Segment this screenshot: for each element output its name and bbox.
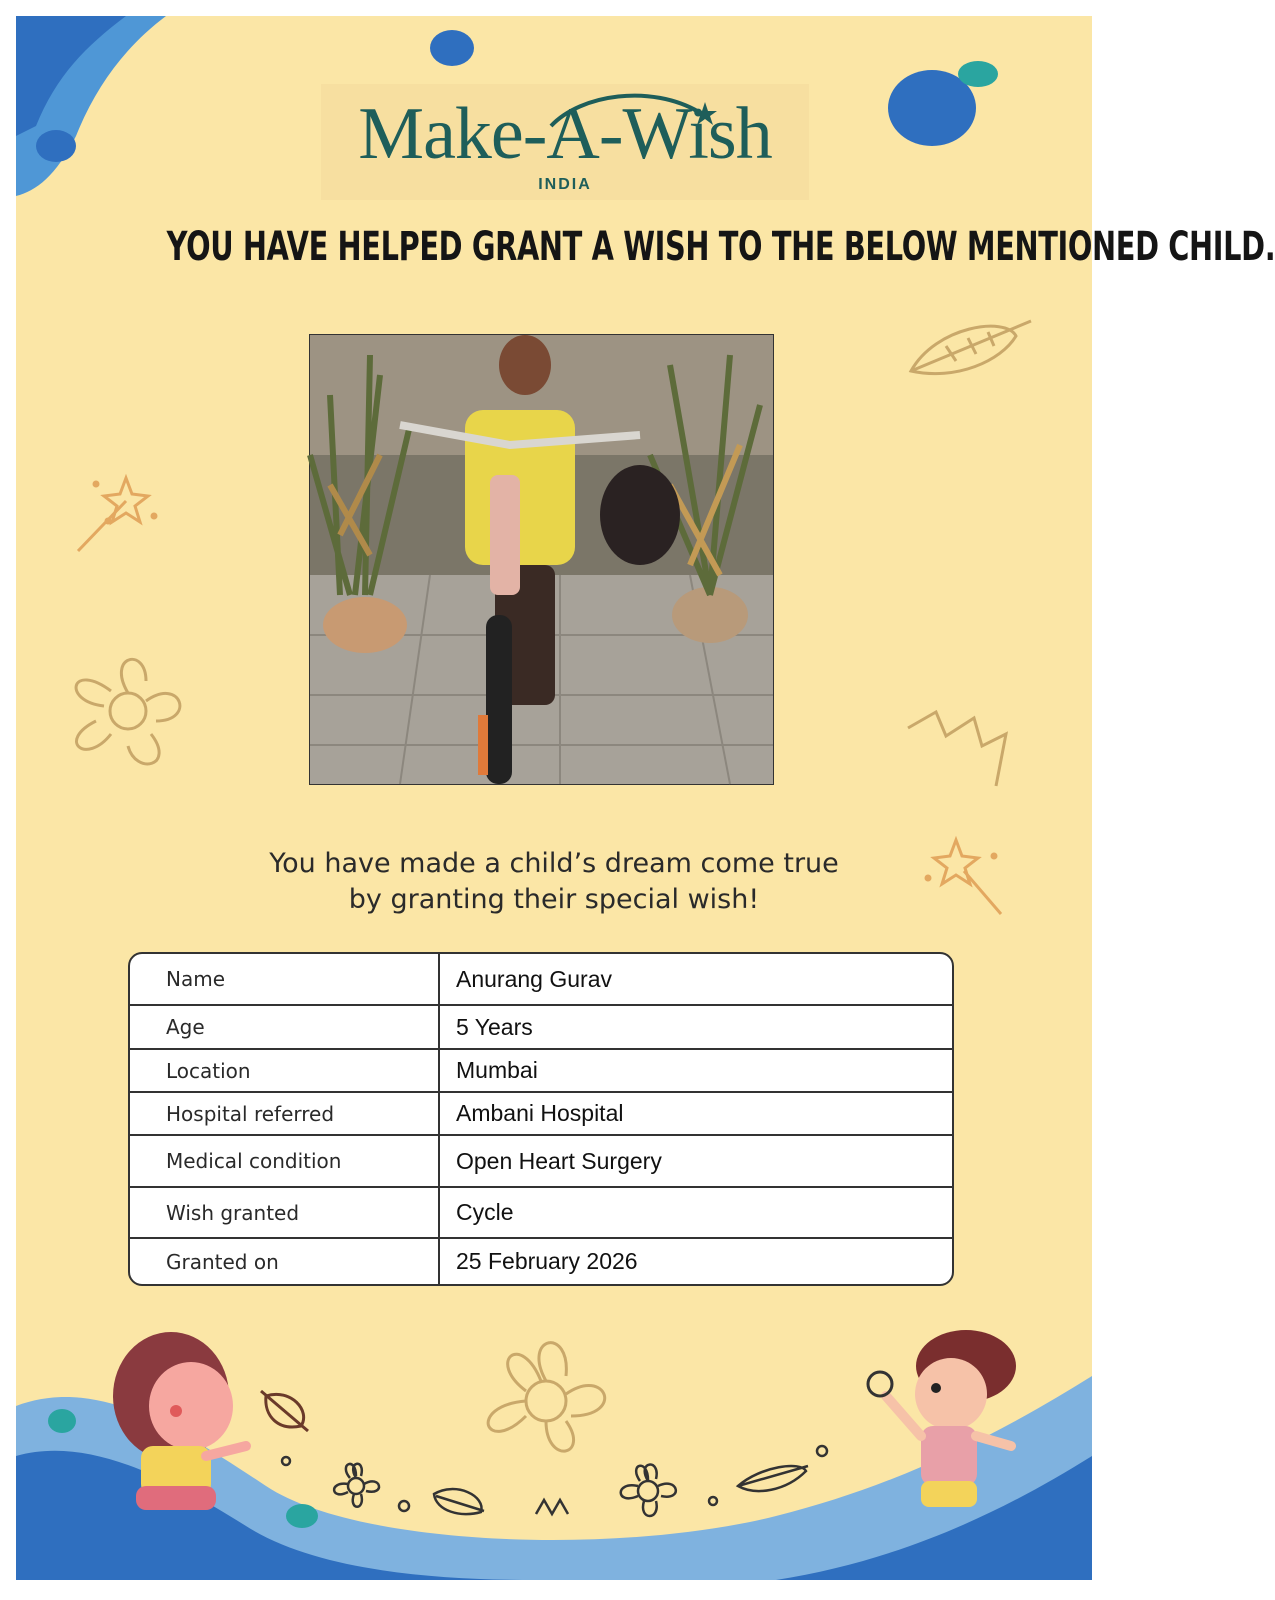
magic-wand-icon	[78, 478, 156, 551]
make-a-wish-logo	[321, 84, 809, 200]
hospital-label: Hospital referred	[130, 1093, 440, 1134]
logo-name: Make-A-Wish	[358, 93, 772, 175]
medical-condition-label: Medical condition	[130, 1136, 440, 1186]
wish-granted-label: Wish granted	[130, 1188, 440, 1237]
name-label: Name	[130, 954, 440, 1004]
leaf-icon	[261, 1391, 308, 1431]
location-label: Location	[130, 1050, 440, 1091]
age-label: Age	[130, 1006, 440, 1048]
name-value: Anurang Gurav	[456, 965, 612, 992]
zigzag-icon	[908, 712, 1006, 786]
location-value: Mumbai	[456, 1057, 538, 1083]
child-details-table	[128, 952, 954, 1286]
doodle-row	[282, 1446, 827, 1516]
table-row	[130, 954, 952, 1004]
age-value: 5 Years	[456, 1013, 533, 1040]
tagline-line1: You have made a child’s dream come true	[269, 848, 839, 879]
certificate-card	[16, 16, 1275, 1580]
table-row	[130, 1237, 952, 1284]
table-row	[130, 1091, 952, 1134]
table-row	[130, 1134, 952, 1186]
logo-country: INDIA	[538, 176, 592, 193]
table-row	[130, 1186, 952, 1237]
flower-icon	[76, 659, 180, 764]
hospital-value: Ambani Hospital	[456, 1100, 624, 1126]
flower-icon	[488, 1343, 605, 1451]
tagline	[166, 846, 942, 918]
granted-on-label: Granted on	[130, 1239, 440, 1284]
wish-granted-value: Cycle	[456, 1199, 514, 1225]
leaf-icon	[911, 321, 1031, 374]
child-photo	[309, 334, 774, 785]
table-row	[130, 1048, 952, 1091]
tagline-line2: by granting their special wish!	[348, 884, 760, 915]
page-headline: YOU HAVE HELPED GRANT A WISH TO THE BELOW MENTIONED CHILD.	[166, 224, 1275, 270]
medical-condition-value: Open Heart Surgery	[456, 1147, 662, 1174]
table-row	[130, 1004, 952, 1048]
granted-on-value: 25 February 2026	[456, 1248, 638, 1274]
